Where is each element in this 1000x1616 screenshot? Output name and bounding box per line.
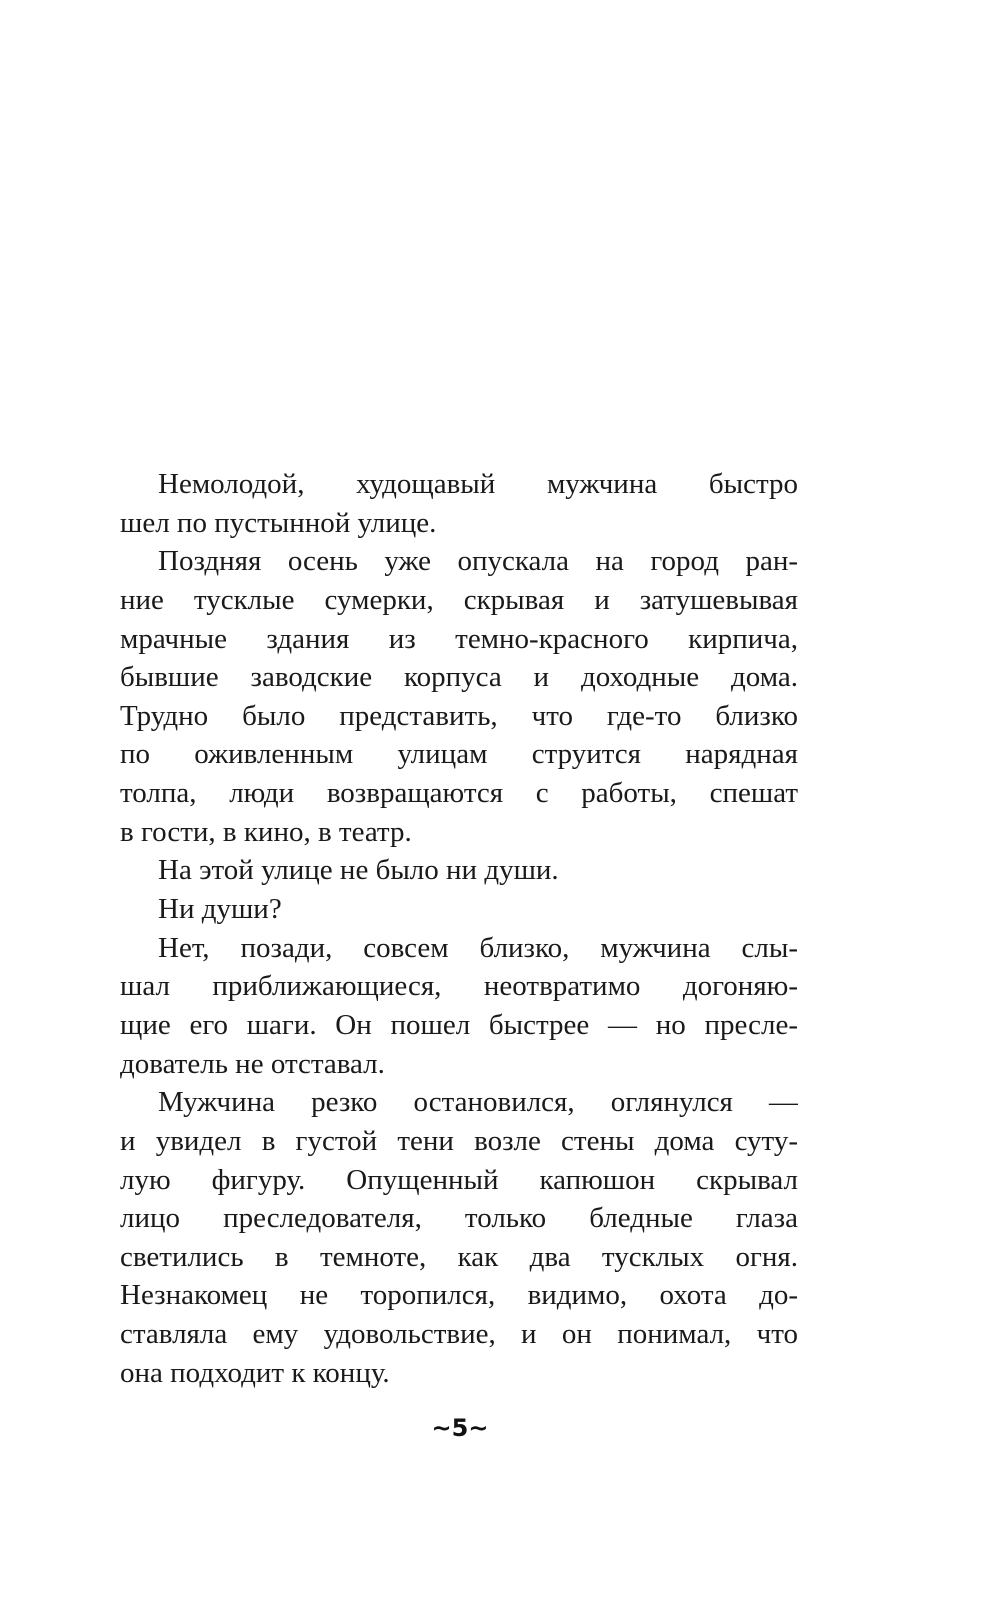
text-line: она подходит к концу. (120, 1356, 390, 1389)
text-line: Незнакомец не торопился, видимо, охота до- (120, 1279, 798, 1312)
text-line: Мужчина резко остановился, оглянулся — (158, 1086, 798, 1119)
text-line: и увидел в густой тени возле стены дома суту- (120, 1124, 798, 1157)
page-number: ~5~ (431, 1414, 489, 1442)
text-line: Поздняя осень уже опускала на город ран- (158, 545, 798, 578)
text-line: лицо преследователя, только бледные глаза (120, 1202, 798, 1235)
body-text (120, 465, 798, 1392)
text-line: толпа, люди возвращаются с работы, спешат (120, 777, 798, 810)
text-line: щие его шаги. Он пошел быстрее — но пресле- (120, 1008, 798, 1041)
text-line: светились в темноте, как два тусклых огня. (120, 1240, 798, 1273)
text-line: ние тусклые сумерки, скрывая и затушевывая (120, 583, 798, 616)
text-line: ставляла ему удовольствие, и он понимал, что (120, 1318, 798, 1351)
text-line: Трудно было представить, что где-то близко (120, 699, 798, 732)
text-line: в гости, в кино, в театр. (120, 815, 412, 848)
text-line: Немолодой, худощавый мужчина быстро (158, 468, 798, 500)
text-line: лую фигуру. Опущенный капюшон скрывал (120, 1163, 798, 1196)
text-line: по оживленным улицам струится нарядная (120, 738, 798, 771)
text-line: шел по пустынной улице. (120, 506, 437, 539)
text-line: бывшие заводские корпуса и доходные дома. (120, 661, 798, 694)
text-line: мрачные здания из темно-красного кирпича, (120, 622, 798, 655)
text-line: Нет, позади, совсем близко, мужчина слы- (158, 931, 798, 964)
text-line: На этой улице не было ни души. (158, 854, 559, 887)
text-line: шал приближающиеся, неотвратимо догоняю- (120, 970, 798, 1003)
text-line: дователь не отставал. (120, 1047, 385, 1080)
text-line: Ни души? (158, 893, 282, 926)
